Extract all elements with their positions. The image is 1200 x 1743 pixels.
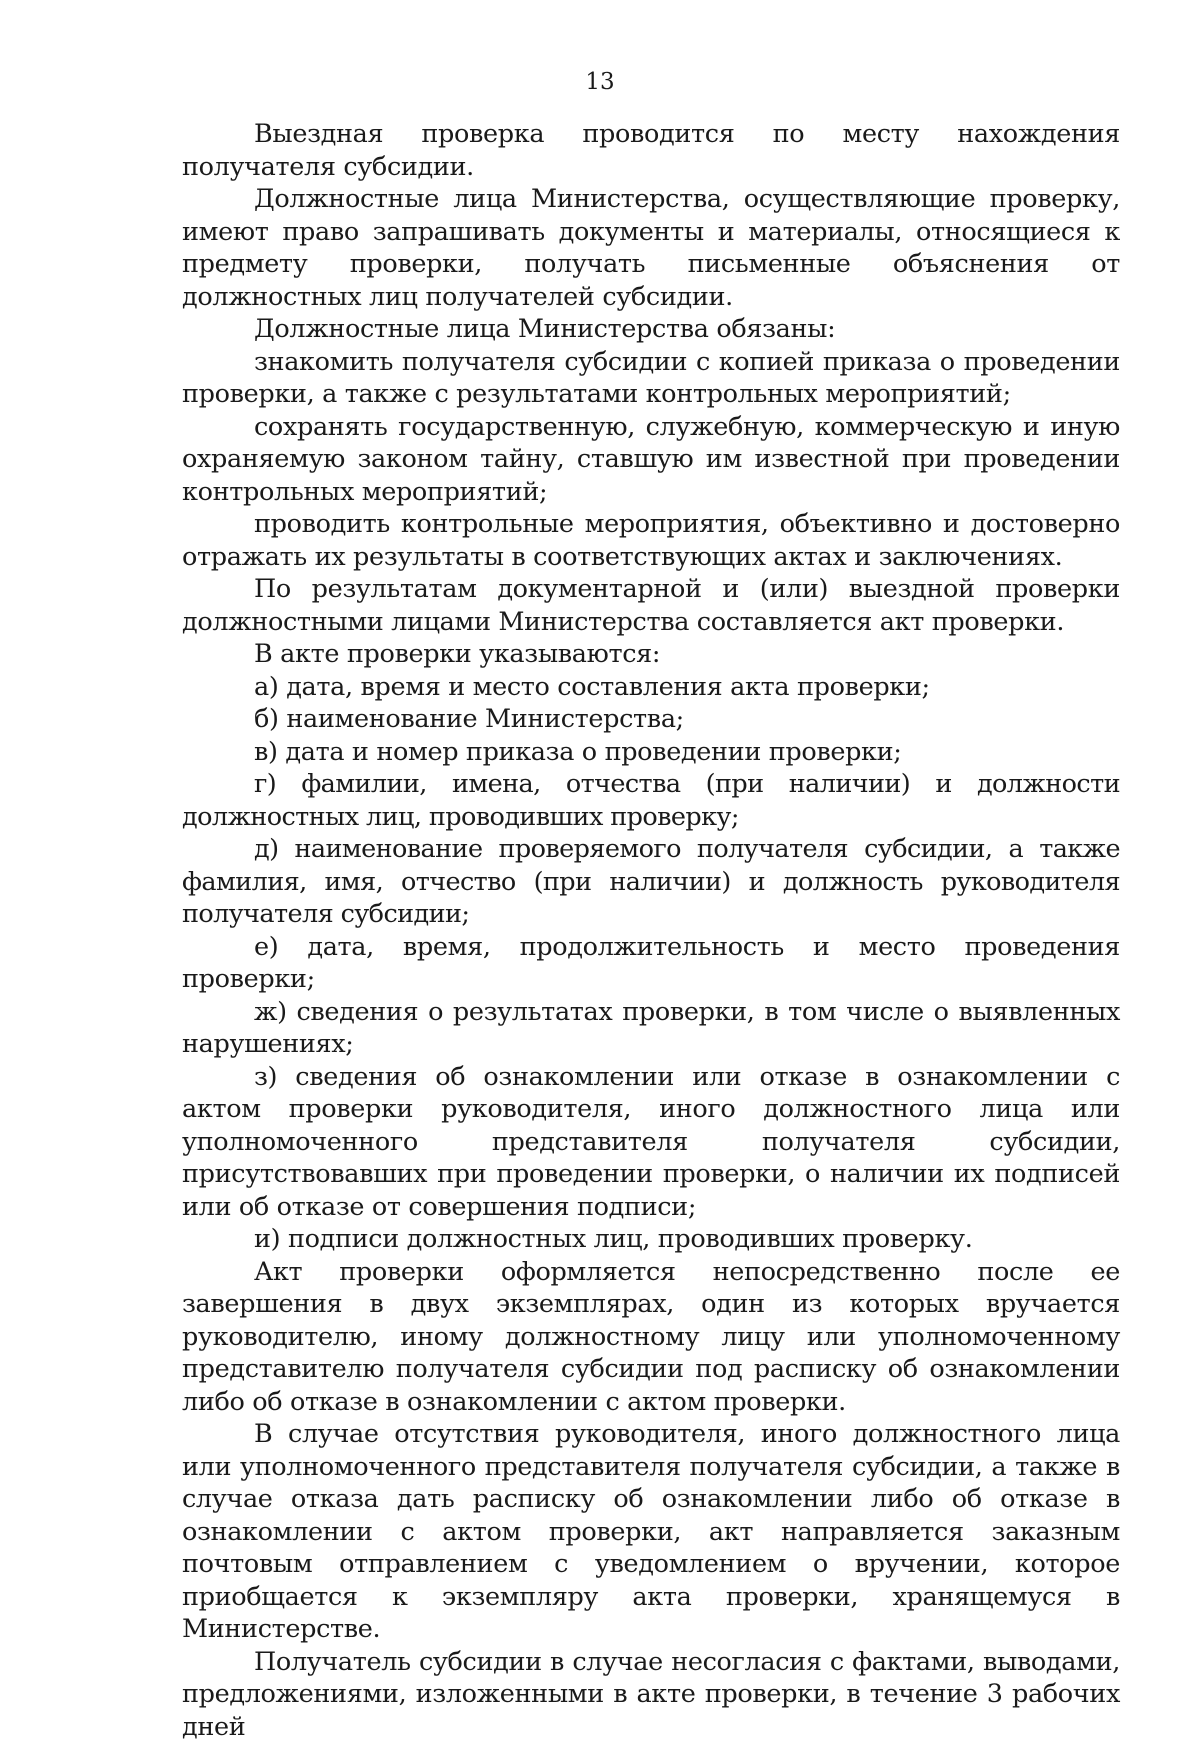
list-item: е) дата, время, продолжительность и место проведения проверки; — [182, 931, 1120, 996]
list-item: в) дата и номер приказа о проведении проверки; — [182, 736, 1120, 769]
document-body — [182, 118, 1120, 1743]
paragraph: Получатель субсидии в случае несогласия с фактами, выводами, предложениями, изложенными в акте проверки, в течение 3 рабочих дней — [182, 1646, 1120, 1743]
paragraph: проводить контрольные мероприятия, объективно и достоверно отражать их результаты в соответствующих актах и заключениях. — [182, 508, 1120, 573]
paragraph: Акт проверки оформляется непосредственно после ее завершения в двух экземплярах, один из которых вручается руководителю, иному должностному лицу или уполномоченному представителю получателя субсидии под расписку об ознакомлении либо об отказе в ознакомлении с актом проверки. — [182, 1256, 1120, 1419]
list-item: и) подписи должностных лиц, проводивших проверку. — [182, 1223, 1120, 1256]
list-item: г) фамилии, имена, отчества (при наличии) и должности должностных лиц, проводивших проверку; — [182, 768, 1120, 833]
paragraph: Выездная проверка проводится по месту нахождения получателя субсидии. — [182, 118, 1120, 183]
list-item: д) наименование проверяемого получателя субсидии, а также фамилия, имя, отчество (при наличии) и должность руководителя получателя субсидии; — [182, 833, 1120, 931]
paragraph: Должностные лица Министерства обязаны: — [182, 313, 1120, 346]
paragraph: В случае отсутствия руководителя, иного должностного лица или уполномоченного представителя получателя субсидии, а также в случае отказа дать расписку об ознакомлении либо об отказе в ознакомлении с актом проверки, акт направляется заказным почтовым отправлением с уведомлением о вручении, которое приобщается к экземпляру акта проверки, хранящемуся в Министерстве. — [182, 1418, 1120, 1646]
list-item: а) дата, время и место составления акта проверки; — [182, 671, 1120, 704]
list-item: б) наименование Министерства; — [182, 703, 1120, 736]
paragraph: По результатам документарной и (или) выездной проверки должностными лицами Министерства составляется акт проверки. — [182, 573, 1120, 638]
paragraph: сохранять государственную, служебную, коммерческую и иную охраняемую законом тайну, ставшую им известной при проведении контрольных мероприятий; — [182, 411, 1120, 509]
list-item: з) сведения об ознакомлении или отказе в ознакомлении с актом проверки руководителя, иного должностного лица или уполномоченного представителя получателя субсидии, присутствовавших при проведении проверки, о наличии их подписей или об отказе от совершения подписи; — [182, 1061, 1120, 1224]
paragraph: В акте проверки указываются: — [182, 638, 1120, 671]
list-item: ж) сведения о результатах проверки, в том числе о выявленных нарушениях; — [182, 996, 1120, 1061]
paragraph: знакомить получателя субсидии с копией приказа о проведении проверки, а также с результатами контрольных мероприятий; — [182, 346, 1120, 411]
page-number: 13 — [0, 66, 1200, 98]
paragraph: Должностные лица Министерства, осуществляющие проверку, имеют право запрашивать документы и материалы, относящиеся к предмету проверки, получать письменные объяснения от должностных лиц получателей субсидии. — [182, 183, 1120, 313]
